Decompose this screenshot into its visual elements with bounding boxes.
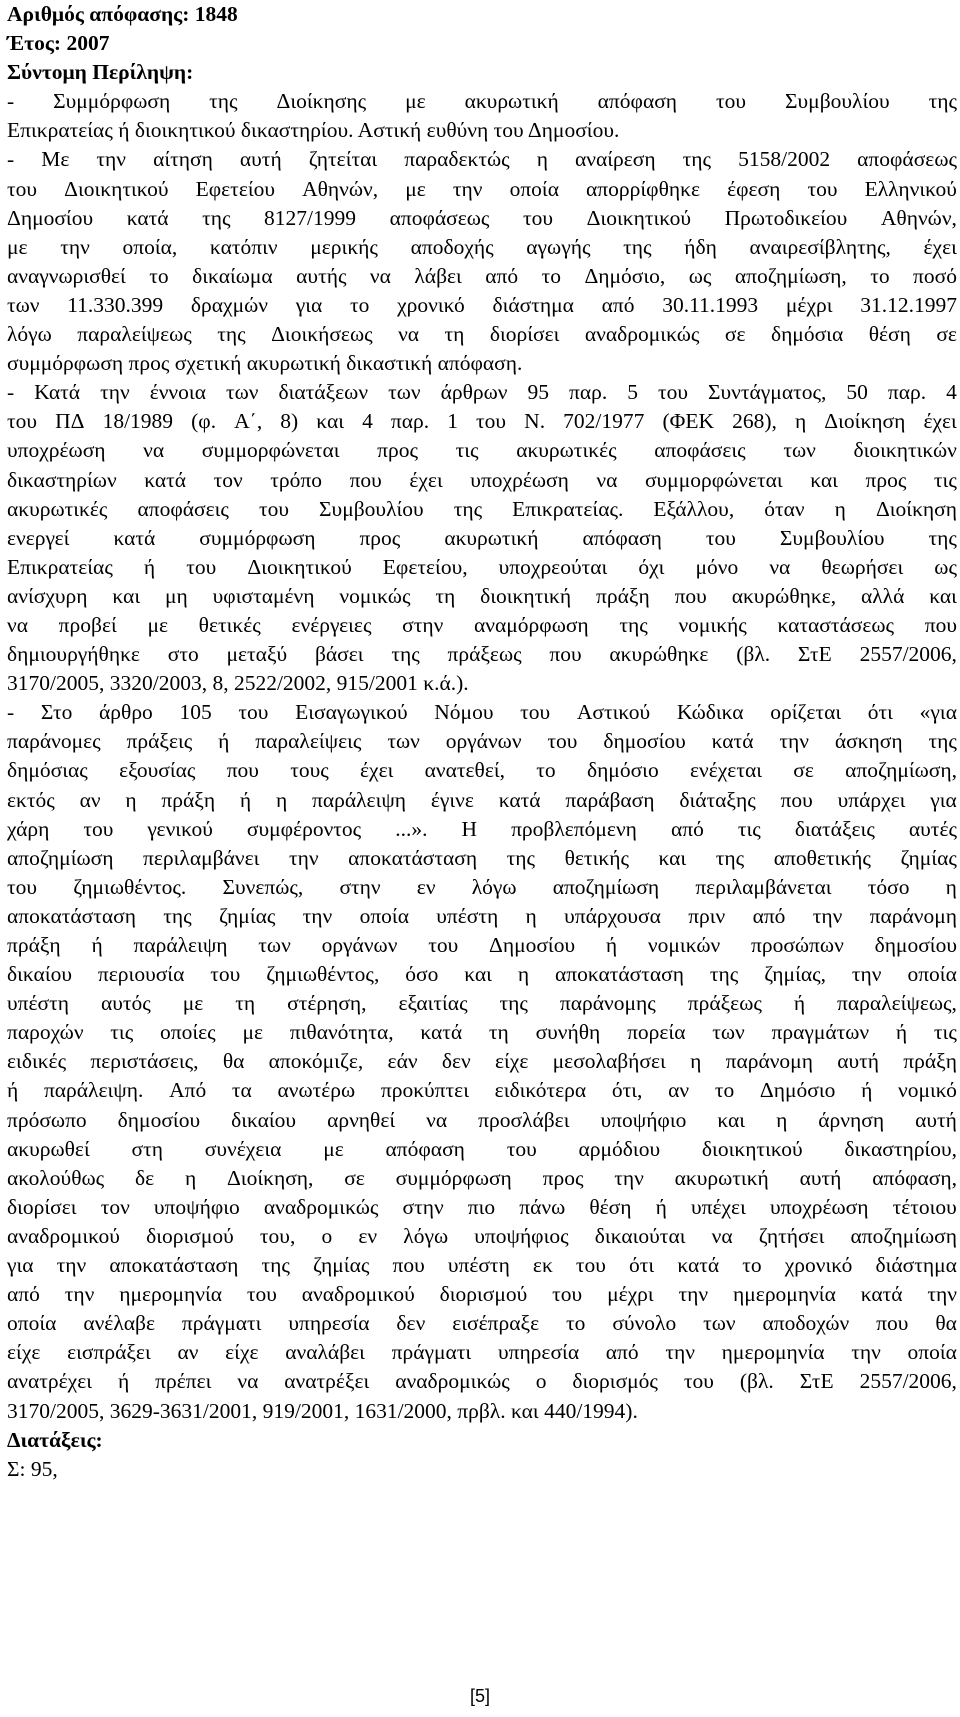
text-line: συμμόρφωση προς σχετική ακυρωτική δικαστική απόφαση.: [7, 351, 523, 376]
text-line: λόγω παραλείψεως της Διοικήσεως να τη διορίσει αναδρομικώς σε δημόσια θέση σε: [7, 322, 957, 347]
text-line: ή παράλειψη. Από τα ανωτέρω προκύπτει ειδικότερα ότι, αν το Δημόσιο ή νομικό: [7, 1078, 957, 1103]
text-line: πράξη ή παράλειψη των οργάνων του Δημοσίου ή νομικών προσώπων δημοσίου: [7, 933, 957, 957]
summary-text: [7, 87, 957, 1425]
document-body: [7, 0, 957, 1484]
text-line: - Συμμόρφωση της Διοίκησης με ακυρωτική απόφαση του Συμβουλίου της: [7, 89, 957, 114]
text-line: αποζημίωση περιλαμβάνει την αποκατάσταση της θετικής και της αποθετικής ζημίας: [7, 845, 957, 870]
text-line: ανίσχυρη και μη υφισταμένη νομικώς τη διοικητική πράξη που ακυρώθηκε, αλλά και: [7, 583, 957, 608]
text-line: 3170/2005, 3629-3631/2001, 919/2001, 1631/2000, πρβλ. και 440/1994).: [7, 1398, 638, 1423]
text-line: ενεργεί κατά συμμόρφωση προς ακυρωτική απόφαση του Συμβουλίου της: [7, 525, 957, 550]
text-line: αναδρομικού διορισμού του, ο εν λόγω υποψήφιος δικαιούται να ζητήσει αποζημίωση: [7, 1223, 957, 1248]
text-line: παροχών τις οποίες με πιθανότητα, κατά τη συνήθη πορεία των πραγμάτων ή τις: [7, 1020, 957, 1045]
text-line: 3170/2005, 3320/2003, 8, 2522/2002, 915/2001 κ.ά.).: [7, 671, 469, 696]
text-line: Επικρατείας ή του Διοικητικού Εφετείου, υποχρεούται όχι μόνο να θεωρήσει ως: [7, 554, 957, 579]
text-line: δημόσιας εξουσίας που τους έχει ανατεθεί, το δημόσιο ενέχεται σε αποζημίωση,: [7, 758, 957, 783]
text-line: οποία ανέλαβε πράγματι υπηρεσία δεν εισέπραξε το σύνολο των αποδοχών που θα: [7, 1311, 957, 1336]
summary-heading: Σύντομη Περίληψη:: [7, 60, 194, 85]
provisions-heading: Διατάξεις:: [7, 1427, 103, 1452]
text-line: Δημοσίου κατά της 8127/1999 αποφάσεως του Διοικητικού Πρωτοδικείου Αθηνών,: [7, 205, 957, 230]
text-line: Επικρατείας ή διοικητικού δικαστηρίου. Αστική ευθύνη του Δημοσίου.: [7, 118, 620, 143]
page-number: [5]: [469, 1686, 490, 1706]
provisions-text: Σ: 95,: [7, 1456, 58, 1481]
text-line: - Με την αίτηση αυτή ζητείται παραδεκτώς η αναίρεση της 5158/2002 αποφάσεως: [7, 147, 957, 172]
decision-year: Έτος: 2007: [7, 31, 110, 56]
text-line: του Διοικητικού Εφετείου Αθηνών, με την οποία απορρίφθηκε έφεση του Ελληνικού: [7, 176, 957, 201]
text-line: ειδικές περιστάσεις, θα αποκόμιζε, εάν δεν είχε μεσολαβήσει η παράνομη αυτή πράξη: [7, 1049, 957, 1074]
text-line: με την οποία, κατόπιν μερικής αποδοχής αγωγής της ήδη αναιρεσίβλητης, έχει: [7, 234, 957, 259]
text-line: των 11.330.399 δραχμών για το χρονικό διάστημα από 30.11.1993 μέχρι 31.12.1997: [7, 292, 957, 317]
text-line: για την αποκατάσταση της ζημίας που υπέστη εκ του ότι κατά το χρονικό διάστημα: [7, 1253, 957, 1278]
text-line: χάρη του γενικού συμφέροντος ...». Η προβλεπόμενη από τις διατάξεις αυτές: [7, 816, 957, 841]
text-line: - Κατά την έννοια των διατάξεων των άρθρων 95 παρ. 5 του Συντάγματος, 50 παρ. 4: [7, 380, 957, 405]
text-line: - Στο άρθρο 105 του Εισαγωγικού Νόμου του Αστικού Κώδικα ορίζεται ότι «για: [7, 700, 957, 725]
text-line: ακυρωτικές αποφάσεις του Συμβουλίου της Επικρατείας. Εξάλλου, όταν η Διοίκηση: [7, 496, 957, 521]
text-line: του ζημιωθέντος. Συνεπώς, στην εν λόγω αποζημίωση περιλαμβάνεται τόσο η: [7, 874, 957, 899]
text-line: ακυρωθεί στη συνέχεια με απόφαση του αρμόδιου διοικητικού δικαστηρίου,: [7, 1136, 957, 1161]
text-line: ανατρέχει ή πρέπει να ανατρέξει αναδρομικώς ο διορισμός του (βλ. ΣτΕ 2557/2006,: [7, 1369, 957, 1394]
decision-number: Αριθμός απόφασης: 1848: [7, 2, 238, 26]
text-line: πρόσωπο δημοσίου δικαίου αρνηθεί να προσλάβει υποψήφιο και η άρνηση αυτή: [7, 1107, 957, 1132]
text-line: εκτός αν η πράξη ή η παράλειψη έγινε κατά παράβαση διάταξης που υπάρχει για: [7, 787, 957, 812]
text-line: αποκατάσταση της ζημίας την οποία υπέστη η υπάρχουσα πριν από την παράνομη: [7, 903, 957, 928]
text-line: υπέστη αυτός με τη στέρηση, εξαιτίας της παράνομης πράξεως ή παραλείψεως,: [7, 991, 957, 1016]
text-line: παράνομες πράξεις ή παραλείψεις των οργάνων του δημοσίου κατά την άσκηση της: [7, 729, 957, 754]
text-line: υποχρέωση να συμμορφώνεται προς τις ακυρωτικές αποφάσεις των διοικητικών: [7, 438, 957, 463]
text-line: είχε εισπράξει αν είχε αναλάβει πράγματι υπηρεσία από την ημερομηνία την οποία: [7, 1340, 957, 1365]
text-line: διορίσει τον υποψήφιο αναδρομικώς στην πιο πάνω θέση ή υπέχει υποχρέωση τέτοιου: [7, 1194, 957, 1219]
text-line: ακολούθως δε η Διοίκηση, σε συμμόρφωση προς την ακυρωτική αυτή απόφαση,: [7, 1165, 957, 1190]
text-line: δικαστηρίων κατά τον τρόπο που έχει υποχρέωση να συμμορφώνεται και προς τις: [7, 467, 957, 492]
text-line: δικαίου περιουσία του ζημιωθέντος, όσο και η αποκατάσταση της ζημίας, την οποία: [7, 962, 957, 987]
text-line: δημιουργήθηκε στο μεταξύ βάσει της πράξεως που ακυρώθηκε (βλ. ΣτΕ 2557/2006,: [7, 642, 957, 667]
text-line: να προβεί με θετικές ενέργειες στην αναμόρφωση της νομικής καταστάσεως που: [7, 612, 957, 637]
text-line: αναγνωρισθεί το δικαίωμα αυτής να λάβει από το Δημόσιο, ως αποζημίωση, το ποσό: [7, 263, 957, 288]
text-line: από την ημερομηνία του αναδρομικού διορισμού του μέχρι την ημερομηνία κατά την: [7, 1282, 957, 1307]
text-line: του ΠΔ 18/1989 (φ. Α΄, 8) και 4 παρ. 1 του Ν. 702/1977 (ΦΕΚ 268), η Διοίκηση έχει: [7, 409, 957, 434]
